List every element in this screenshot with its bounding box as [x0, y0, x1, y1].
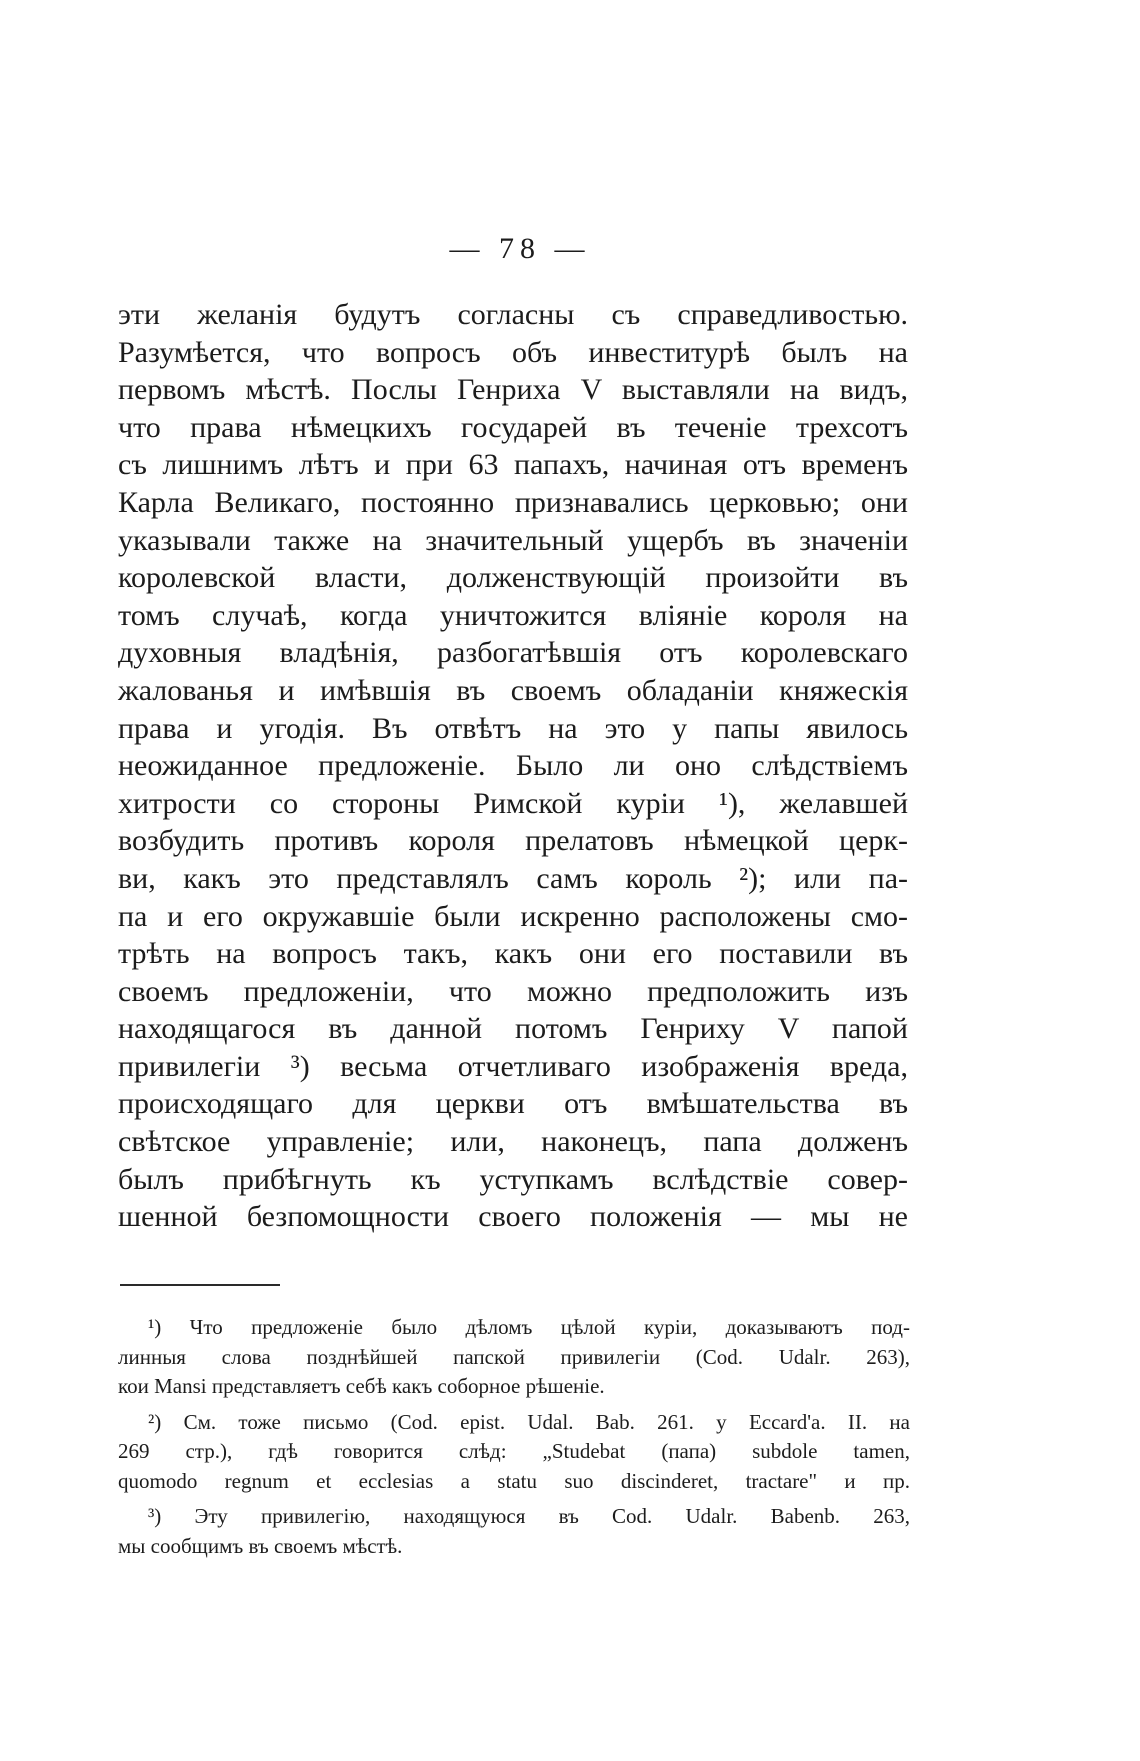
- footnote-line: 269 стр.), гдѣ говорится слѣд: „Studebat (папа) subdole tamen,: [118, 1439, 910, 1463]
- text-line: привилегіи ³) весьма отчетливаго изображенія вреда,: [118, 1049, 908, 1083]
- footnote-line: ²) См. тоже письмо (Cod. epist. Udal. Bab. 261. у Eccard'a. II. на: [148, 1409, 910, 1434]
- text-line: находящагося въ данной потомъ Генриху V папой: [118, 1012, 908, 1046]
- text-line: былъ прибѣгнуть къ уступкамъ вслѣдствіе совер-: [118, 1162, 908, 1196]
- text-line: хитрости со стороны Римской куріи ¹), желавшей: [118, 786, 908, 820]
- footnote-divider: [120, 1284, 280, 1286]
- text-line: возбудить противъ короля прелатовъ нѣмецкой церк-: [118, 824, 908, 858]
- footnote-3: [118, 1502, 910, 1561]
- main-text: [118, 296, 908, 1236]
- text-line: указывали также на значительный ущербъ въ значеніи: [118, 523, 908, 557]
- footnote-2: [118, 1408, 910, 1497]
- text-line: томъ случаѣ, когда уничтожится вліяніе короля на: [118, 598, 908, 632]
- text-line: неожиданное предложеніе. Было ли оно слѣдствіемъ: [118, 749, 908, 783]
- text-line: Разумѣется, что вопросъ объ инвеститурѣ былъ на: [118, 335, 908, 369]
- footnote-line: кои Mansi представляетъ себѣ какъ соборное рѣшеніе.: [118, 1374, 605, 1398]
- footnote-line: quomodo regnum et ecclesias a statu suo discinderet, tractare" и пр.: [118, 1468, 910, 1493]
- footnotes: [118, 1313, 910, 1561]
- footnote-line: мы сообщимъ въ своемъ мѣстѣ.: [118, 1533, 403, 1558]
- text-line: королевской власти, долженствующій произойти въ: [118, 561, 908, 595]
- text-line: права и угодія. Въ отвѣтъ на это у папы явилось: [118, 711, 908, 745]
- text-line: духовныя владѣнія, разбогатѣвшія отъ королевскаго: [118, 636, 908, 670]
- text-line: свѣтское управленіе; или, наконецъ, папа долженъ: [118, 1125, 908, 1159]
- text-line: жалованья и имѣвшія въ своемъ обладаніи княжескія: [118, 673, 908, 707]
- footnote-line: ³) Эту привилегію, находящуюся въ Cod. Udalr. Babenb. 263,: [148, 1504, 910, 1528]
- text-line: шенной безпомощности своего положенія — мы не: [118, 1200, 908, 1234]
- text-line: что права нѣмецкихъ государей въ теченіе трехсотъ: [118, 410, 908, 444]
- footnote-line: линныя слова позднѣйшей папской привилегіи (Cod. Udalr. 263),: [118, 1344, 910, 1369]
- text-line: эти желанія будутъ согласны съ справедливостью.: [118, 298, 908, 331]
- text-line: трѣть на вопросъ такъ, какъ они его поставили въ: [118, 937, 908, 971]
- footnote-line: ¹) Что предложеніе было дѣломъ цѣлой куріи, доказываютъ под-: [148, 1315, 910, 1339]
- text-line: ви, какъ это представлялъ самъ король ²); или па-: [118, 861, 908, 895]
- page-number: — 78 —: [449, 232, 591, 265]
- text-line: своемъ предложеніи, что можно предположить изъ: [118, 974, 908, 1008]
- text-line: происходящаго для церкви отъ вмѣшательства въ: [118, 1087, 908, 1121]
- text-line: Карла Великаго, постоянно признавались церковью; они: [118, 485, 908, 519]
- text-line: па и его окружавшіе были искренно расположены смо-: [118, 899, 908, 933]
- footnote-1: [118, 1313, 910, 1402]
- text-line: съ лишнимъ лѣтъ и при 63 папахъ, начиная отъ временъ: [118, 448, 908, 482]
- text-line: первомъ мѣстѣ. Послы Генриха V выставляли на видъ,: [118, 373, 908, 407]
